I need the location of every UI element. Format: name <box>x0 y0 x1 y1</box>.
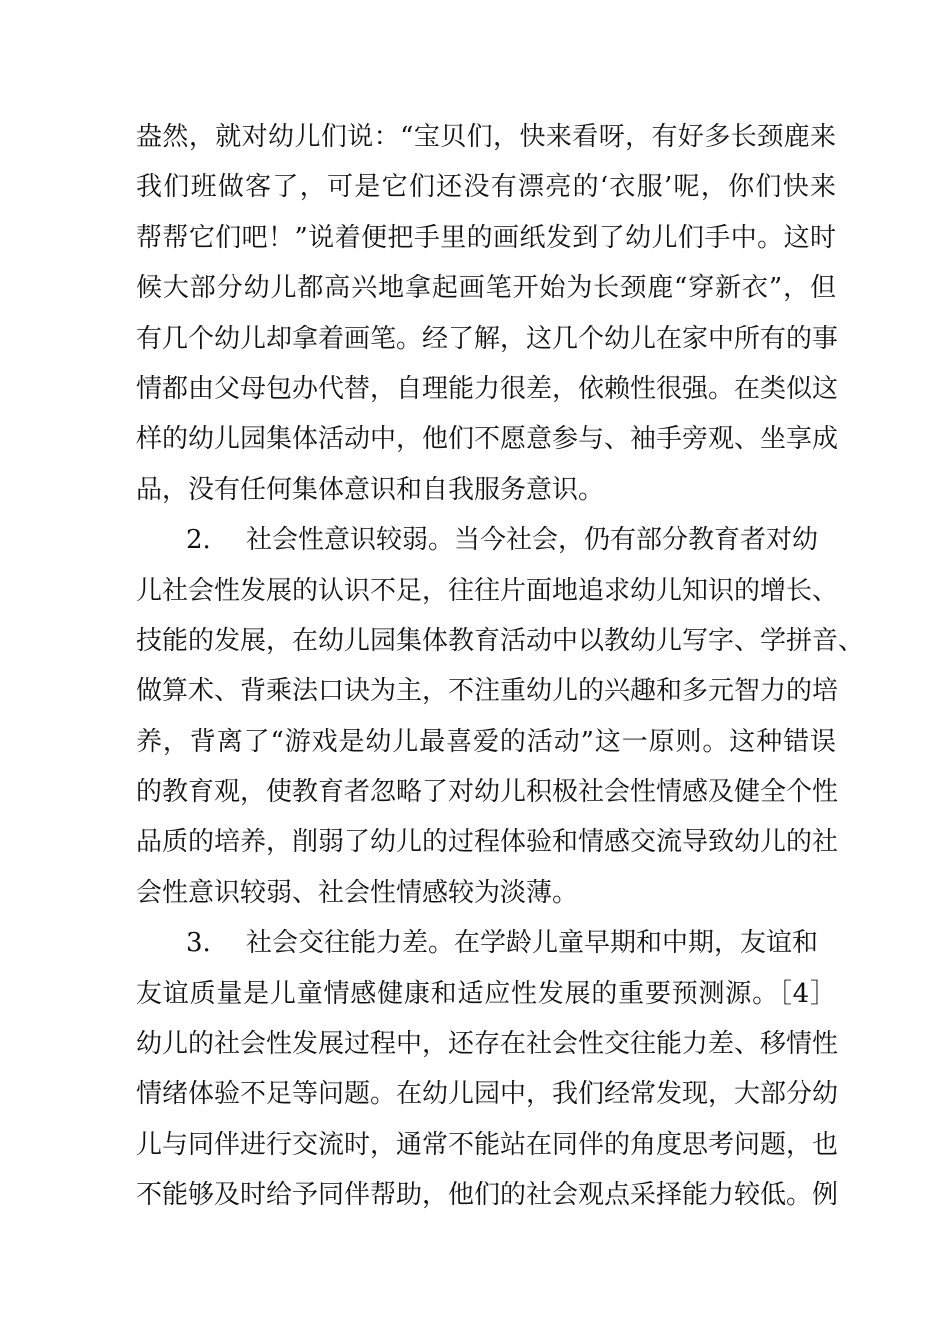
paragraph-line: 帮帮它们吧！”说着便把手里的画纸发到了幼儿们手中。这时 <box>136 222 836 253</box>
paragraph-line: 品质的培养，削弱了幼儿的过程体验和情感交流导致幼儿的社 <box>136 827 839 858</box>
paragraph-line: 会性意识较弱、社会性情感较为淡薄。 <box>136 877 579 908</box>
paragraph-line: 情都由父母包办代替，自理能力很差，依赖性很强。在类似这 <box>136 373 839 404</box>
section-2-number: 2. <box>186 525 211 556</box>
paragraph-line: 情绪体验不足等问题。在幼儿园中，我们经常发现，大部分幼 <box>136 1079 839 1110</box>
document-body <box>136 112 865 1221</box>
paragraph-line: 有几个幼儿却拿着画笔。经了解，这几个幼儿在家中所有的事 <box>136 323 839 354</box>
section-3-heading-line <box>136 918 836 968</box>
section-3-first-line: 社会交往能力差。在学龄儿童早期和中期，友谊和 <box>246 928 819 959</box>
paragraph-line: 盎然，就对幼儿们说：“宝贝们，快来看呀，有好多长颈鹿来 <box>136 122 836 152</box>
paragraph-line: 做算术、背乘法口诀为主，不注重幼儿的兴趣和多元智力的培 <box>136 676 839 707</box>
paragraph-line: 我们班做客了，可是它们还没有漂亮的‘衣服’呢，你们快来 <box>136 172 836 203</box>
section-3-number: 3. <box>186 928 211 959</box>
paragraph-line: 的教育观，使教育者忽略了对幼儿积极社会性情感及健全个性 <box>136 777 839 808</box>
paragraph-line: 儿社会性发展的认识不足，往往片面地追求幼儿知识的增长、 <box>136 575 839 606</box>
paragraph-line: 技能的发展，在幼儿园集体教育活动中以教幼儿写字、学拼音、 <box>136 625 865 656</box>
paragraph-line: 样的幼儿园集体活动中，他们不愿意参与、袖手旁观、坐享成 <box>136 424 839 455</box>
paragraph-line: 幼儿的社会性发展过程中，还存在社会性交往能力差、移情性 <box>136 1029 839 1060</box>
paragraph-line: 养，背离了“游戏是幼儿最喜爱的活动”这一原则。这种错误 <box>136 726 836 757</box>
paragraph-line: 友谊质量是儿童情感健康和适应性发展的重要预测源。［4］ <box>136 978 836 1009</box>
paragraph-line: 候大部分幼儿都高兴地拿起画笔开始为长颈鹿“穿新衣”，但 <box>136 273 836 304</box>
paragraph-line: 不能够及时给予同伴帮助，他们的社会观点采择能力较低。例 <box>136 1180 839 1211</box>
section-2-heading-line <box>136 515 836 565</box>
section-2-first-line: 社会性意识较弱。当今社会，仍有部分教育者对幼 <box>246 525 819 556</box>
paragraph-line: 品，没有任何集体意识和自我服务意识。 <box>136 474 605 505</box>
paragraph-line: 儿与同伴进行交流时，通常不能站在同伴的角度思考问题，也 <box>136 1129 839 1160</box>
